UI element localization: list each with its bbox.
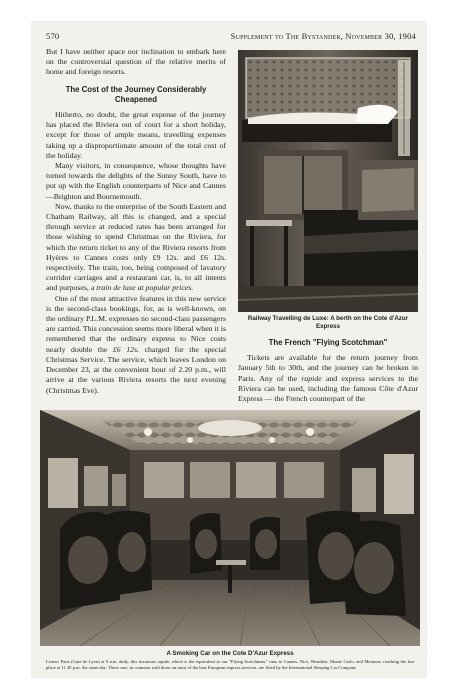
paragraph-second-class	[46, 294, 226, 396]
paragraph-intro: But I have neither space nor inclination to embark here on the controversial question of the relative merits of home and foreign resorts.	[46, 47, 226, 77]
caption-smoking-car: A Smoking Car on the Cote D'Azur Express	[166, 650, 294, 657]
right-column	[238, 338, 418, 404]
section-heading-flying-scotchman: The French "Flying Scotchman"	[268, 338, 388, 347]
paragraph-expense: Hitherto, no doubt, the great expense of the journey has placed the Riviera out of court for a short holiday, except for those of ample means, travelling expenses taking up a disproportionate amount of the total cost of the holiday.	[46, 110, 226, 160]
caption-note-smoking-car: Leaves Paris (Gare de Lyon) at 9 a.m. daily, this luxurious rapide, which is the equivalent to our "Flying Scotchman," runs to Cannes, Nice, Beaulieu, Monte Carlo, and Mentone, reaching the last place at 11.30 p.m. the same day. These cars, in common with those on most of the best European express services, are fitted by the International Sleeping Car Company	[46, 659, 414, 670]
magazine-page	[32, 22, 426, 677]
caption-sleeping-berth: Railway Travelling de Luxe: A berth on the Cote d'Azur Express	[247, 315, 409, 330]
left-column	[46, 47, 226, 396]
paragraph-second-class-text-end: charged for the special Christmas Service. The service, which leaves London on December 23, at the convenient hour of 2.20 p.m., will arrive at the various Riviera resorts the next evening (Christmas Eve).	[46, 344, 227, 395]
paragraph-tickets	[238, 353, 418, 404]
section-heading-cost: The Cost of the Journey Considerably Cheapened	[65, 84, 207, 104]
paragraph-tickets-italic: rapide	[301, 373, 322, 383]
photo-sleeping-berth	[238, 50, 418, 312]
paragraph-tickets-text-end: and express services to the Riviera can be used, including the famous Côte d'Azur Express — the French counterpart of the	[238, 373, 419, 404]
paragraph-tickets-text: Tickets are available for the return journey from January 5th to 30th, and the journey can be broken in Paris. Any of the	[238, 353, 418, 383]
page-number: 570	[46, 31, 60, 41]
paragraph-second-class-italic: £6 12s.	[112, 344, 140, 354]
paragraph-visitors: Many visitors, in consequence, whose thoughts have turned towards the delights of the Sunny South, have to put up with the English counterparts of Nice and Cannes—Brighton and Bournemouth.	[46, 161, 226, 201]
paragraph-enterprise	[46, 202, 226, 294]
paragraph-second-class-text: One of the most attractive features in this new service is the second-class bookings, for, as is well-known, on the ordinary P.L.M. expresses no second-class passengers are carried. This concession seems more liberal when it is remembered that the ordinary express to Nice costs nearly double the	[46, 293, 226, 354]
page-header	[46, 31, 416, 45]
running-title: Supplement to The Bystander, November 30, 1904	[230, 31, 416, 41]
paragraph-enterprise-text: Now, thanks to the enterprise of the South Eastern and Chatham Railway, all this is changed, and a special through service at reduced rates has been arranged for those wishing to spend Christmas on the Riviera, for which the return ticket to any of the Riviera resorts from Hyères to Cannes costs only £9 12s. and £6 12s. respectively. The train, too, being composed of lavatory corridor carriages and a restaurant car, is, to all intents and purposes, a	[46, 201, 226, 293]
photo-smoking-car	[40, 410, 420, 646]
paragraph-enterprise-italic: train de luxe at popular prices.	[96, 283, 194, 293]
